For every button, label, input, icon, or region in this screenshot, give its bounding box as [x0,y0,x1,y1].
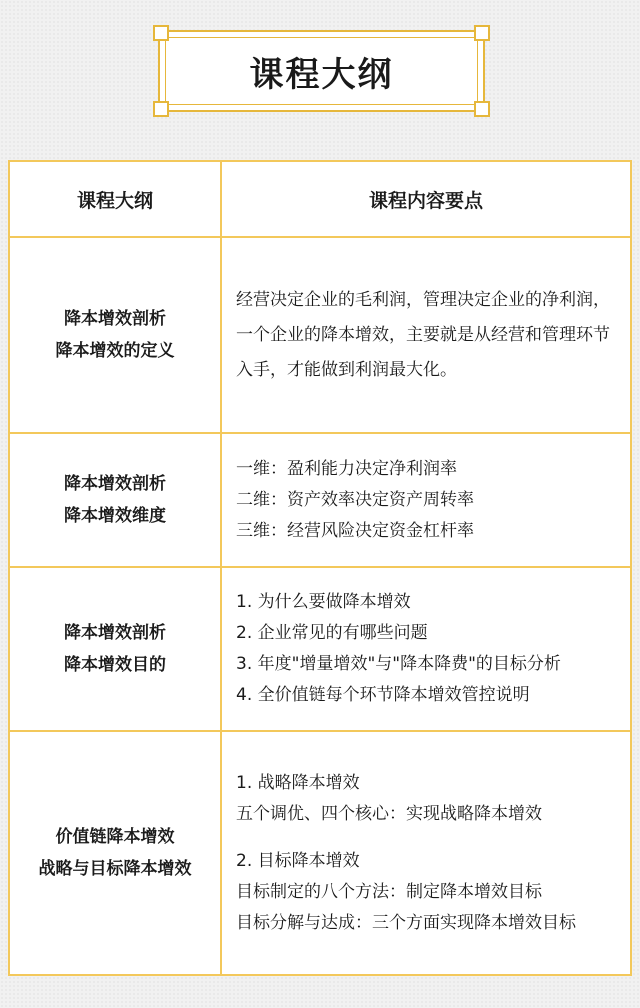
table-row [9,567,631,731]
row-content: 1. 为什么要做降本增效 2. 企业常见的有哪些问题 3. 年度"增量增效"与"降本降费"的目标分析 4. 全价值链每个环节降本增效管控说明 [221,567,631,731]
course-outline-table [8,160,632,976]
header-content-points: 课程内容要点 [221,161,631,237]
row-topic: 降本增效剖析 降本增效的定义 [9,237,221,433]
banner-title: 课程大纲 [249,54,394,95]
row-content: 1. 战略降本增效 五个调优、四个核心：实现战略降本增效 2. 目标降本增效 目标制定的八个方法：制定降本增效目标 目标分解与达成：三个方面实现降本增效目标 [221,731,631,975]
row-content: 经营决定企业的毛利润，管理决定企业的净利润，一个企业的降本增效，主要就是从经营和管理环节入手，才能做到利润最大化。 [221,237,631,433]
header-outline: 课程大纲 [9,161,221,237]
table-header-row [9,161,631,237]
table-row [9,731,631,975]
table-row [9,237,631,433]
row-topic: 降本增效剖析 降本增效维度 [9,433,221,567]
table-row [9,433,631,567]
row-content: 一维：盈利能力决定净利润率 二维：资产效率决定资产周转率 三维：经营风险决定资金杠杆率 [221,433,631,567]
title-banner [158,30,485,112]
row-topic: 价值链降本增效 战略与目标降本增效 [9,731,221,975]
spacer [236,830,620,846]
row-topic: 降本增效剖析 降本增效目的 [9,567,221,731]
